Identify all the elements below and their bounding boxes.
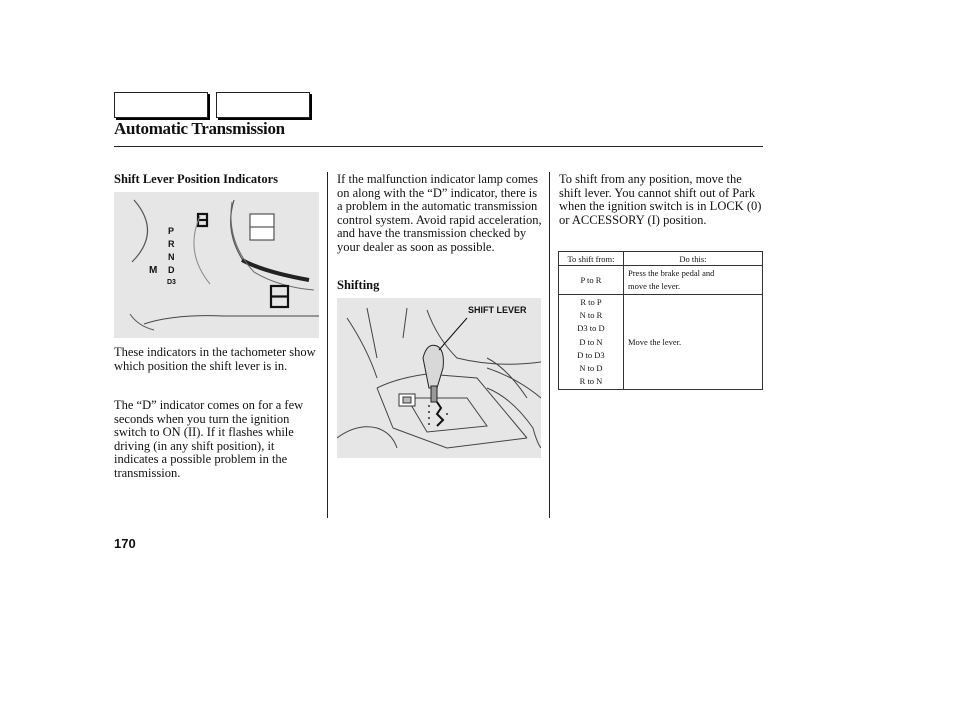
row1-do-line: Press the brake pedal and: [628, 268, 715, 278]
d-indicator-description: The “D” indicator comes on for a few seconds when you turn the ignition switch to ON (II). If it flashes while driving (in any shift position), it indicates a possible problem in the transmission.: [114, 398, 304, 480]
header-do: Do this:: [624, 252, 763, 266]
shift-lever-label: SHIFT LEVER: [468, 305, 527, 315]
row1-do: [624, 266, 763, 295]
indicators-description: These indicators in the tachometer show which position the shift lever is in.: [114, 345, 316, 373]
section-heading-shifting: Shifting: [337, 278, 380, 292]
row1-do-line: move the lever.: [628, 281, 681, 291]
from-item: D to D3: [577, 349, 605, 360]
table-header-row: [559, 252, 763, 266]
shift-lever-illustration: [337, 298, 541, 458]
page-title: Automatic Transmission: [114, 119, 285, 138]
row2-from: [559, 295, 624, 390]
shift-table: [558, 251, 763, 390]
from-item: D to N: [579, 336, 603, 347]
table-row: [559, 266, 763, 295]
indicator-m: M: [149, 265, 158, 276]
from-item: R to N: [579, 376, 603, 387]
title-rule: [114, 146, 763, 147]
table-row: [559, 295, 763, 390]
tachometer-figure: [114, 192, 319, 338]
indicator-p: P: [168, 226, 175, 236]
row2-do: Move the lever.: [624, 295, 763, 390]
header-from: To shift from:: [559, 252, 624, 266]
nav-box-2[interactable]: [216, 92, 310, 118]
nav-box-1[interactable]: [114, 92, 208, 118]
tachometer-illustration: [114, 192, 319, 338]
row1-from: P to R: [559, 266, 624, 295]
from-item: R to P: [580, 297, 602, 307]
from-item: N to D: [579, 363, 603, 374]
indicator-r: R: [168, 239, 175, 249]
section-heading-indicators: Shift Lever Position Indicators: [114, 172, 279, 186]
shift-instructions: To shift from any position, move the shift lever. You cannot shift out of Park when the ignition switch is in LOCK (0) or ACCESSORY (I) position.: [559, 172, 762, 227]
indicator-d: D: [168, 265, 175, 275]
indicator-n: N: [168, 252, 175, 262]
from-item: D3 to D: [577, 323, 605, 334]
column-divider-1: [327, 172, 328, 518]
from-item: N to R: [579, 310, 603, 321]
malfunction-paragraph: If the malfunction indicator lamp comes on along with the “D” indicator, there is a problem in the automatic transmission control system. Avoid rapid acceleration, and have the transmission checked by your dealer as soon as possible.: [337, 172, 542, 254]
page-number: 170: [114, 536, 136, 551]
indicator-d3: D3: [167, 279, 176, 286]
column-divider-2: [549, 172, 550, 518]
shift-lever-figure: [337, 298, 541, 458]
